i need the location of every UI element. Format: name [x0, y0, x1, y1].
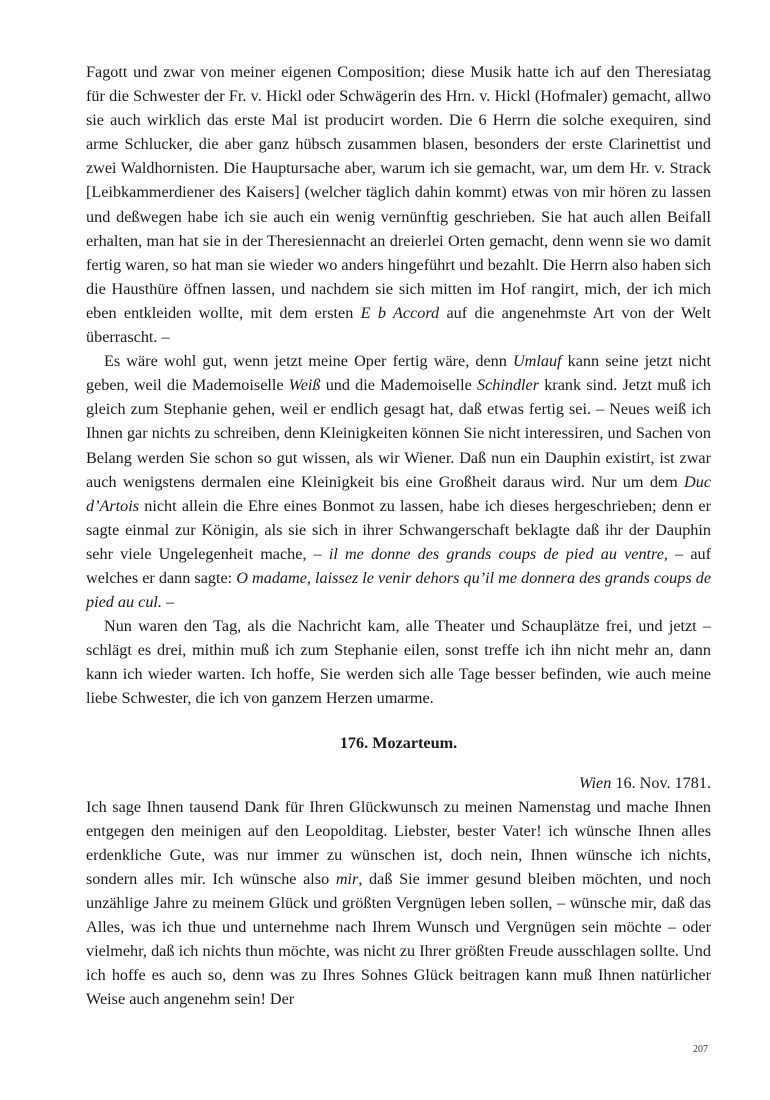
paragraph-4 [86, 795, 711, 1012]
italic-text: Weiß [288, 376, 321, 395]
text-run: 16. Nov. 1781. [611, 773, 711, 792]
dateline [86, 771, 711, 795]
paragraph-3 [86, 614, 711, 710]
paragraph-2 [86, 349, 711, 614]
text-run: auf die angenehmste Art von der Welt überrascht. – [86, 303, 711, 347]
italic-text: Umlauf [512, 352, 562, 371]
italic-text: Schindler [476, 376, 540, 395]
text-run: Nun waren den Tag, als die Nachricht kam, alle Theater und Schauplätze frei, und jetzt – schlägt es drei, mithin muß ich zum Stephanie eilen, sonst treffe ich ihn nicht mehr an, dann kann ich wieder warten. Ich hoffe, Sie werden sich alle Tage besser befinden, wie auch meine liebe Schwester, die ich von ganzem Herzen umarme. [86, 617, 711, 708]
text-run: krank sind. Jetzt muß ich gleich zum Stephanie gehen, weil er endlich gesagt hat, daß etwas fertig sei. – Neues weiß ich Ihnen gar nichts zu schreiben, denn Kleinigkeiten können Sie nicht interessiren, und Sachen von Belang werden Sie schon so gut wissen, als wir Wiener. Daß nun ein Dauphin existirt, ist zwar auch wenigstens dermalen eine Kleinigkeit bis eine Großheit daraus wird. Nur um dem [86, 376, 712, 491]
italic-text: O madame, laissez le venir dehors qu’il me donnera des grands coups de pied au cul. [86, 568, 711, 612]
italic-text: E b Accord [360, 303, 440, 322]
letter-heading: 176. Mozarteum. [339, 733, 458, 752]
text-run: Fagott und zwar von meiner eigenen Composition; diese Musik hatte ich auf den Theresiatag für die Schwester der Fr. v. Hickl oder Schwägerin des Hrn. v. Hickl (Hofmaler) gemacht, allwo sie auch wirklich das erste Mal ist producirt worden. Die 6 Herrn die solche exequiren, sind arme Schlucker, die aber ganz hübsch zusammen blasen, besonders der erste Clarinettist und zwei Waldhornisten. Die Hauptursache aber, warum ich sie gemacht, war, um dem Hr. v. Strack [Leibkammerdiener des Kaisers] (welcher täglich dahin kommt) etwas von mir hören zu lassen und deßwegen habe ich sie auch ein wenig vernünftig geschrieben. Sie hat auch allen Beifall erhalten, man hat sie in der Theresiennacht an dreierlei Orten gemacht, denn wenn sie wo damit fertig waren, so hat man sie wieder wo anders hingeführt und bezahlt. Die Herrn also haben sich die Hausthüre öffnen lassen, und nachdem sie sich mitten im Hof rangirt, mich, der ich mich eben entkleiden wollte, mit dem ersten [86, 63, 711, 322]
text-run: kann seine jetzt nicht geben, weil die Mademoiselle [86, 352, 711, 395]
italic-text: Wien [578, 773, 612, 792]
text-run: – [161, 593, 175, 612]
text-run: Es wäre wohl gut, wenn jetzt meine Oper fertig wäre, denn [104, 352, 513, 371]
text-run: – auf welches er dann sagte: [86, 544, 711, 587]
page-number: 207 [693, 1044, 708, 1055]
paragraph-1 [86, 60, 711, 349]
italic-text: il me donne des grands coups de pied au ventre, [328, 544, 668, 563]
letter-page [86, 60, 711, 1012]
italic-text: mir [335, 870, 359, 888]
text-run: nicht allein die Ehre eines Bonmot zu lassen, habe ich dieses hergeschrieben; denn er sagte einmal zur Königin, als sie sich in ihrer Schwangerschaft beklagte daß ihr der Dauphin sehr viele Ungelegenheit mache, – [86, 496, 711, 563]
text-run: Ich sage Ihnen tausend Dank für Ihren Glückwunsch zu meinen Namenstag und mache Ihnen entgegen den meinigen auf den Leopolditag. Liebster, bester Vater! ich wünsche Ihnen alles erdenkliche Gute, was nur immer zu wünschen ist, doch nein, Ihnen wünsche ich nichts, sondern alles mir. Ich wünsche also [86, 797, 711, 888]
text-run: , daß Sie immer gesund bleiben möchten, und noch unzählige Jahre zu meinem Glück und größten Vergnügen leben sollen, – wünsche mir, daß das Alles, was ich thue und unternehme nach Ihrem Wunsch und Vergnügen sein möchte – oder vielmehr, daß ich nichts thun möchte, was nicht zu Ihrer größten Freude ausschlagen sollte. Und ich hoffe es auch so, denn was zu Ihres Sohnes Glück beitragen kann muß Ihnen natürlicher Weise auch angenehm sein! Der [86, 870, 711, 1009]
italic-text: Duc d’Artois [86, 472, 711, 515]
text-run: und die Mademoiselle [320, 376, 477, 395]
